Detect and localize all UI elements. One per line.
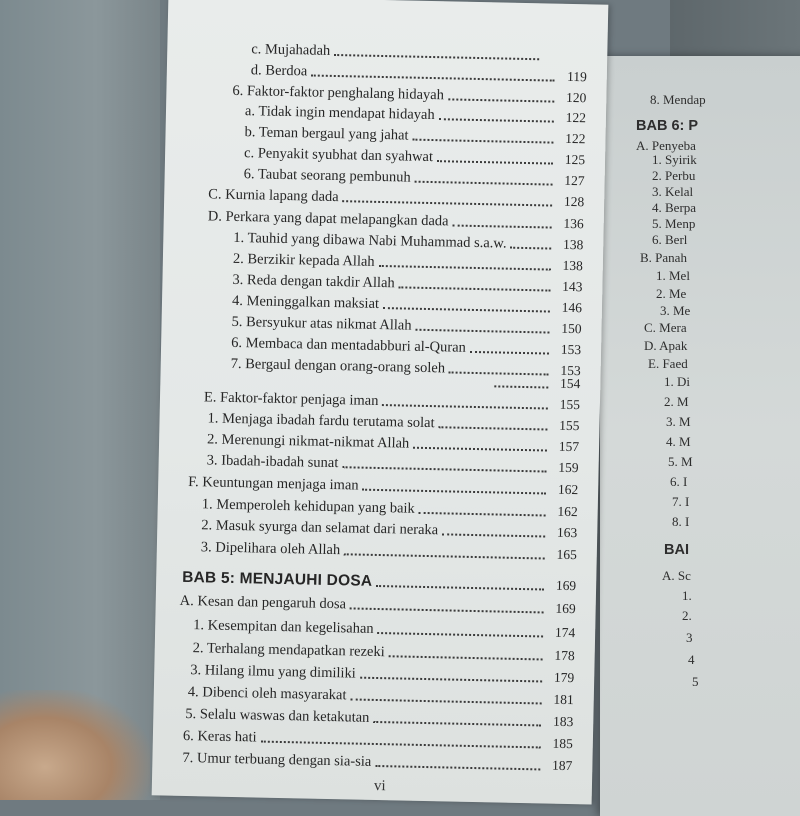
toc-entry-label: a. Tidak ingin mendapat hidayah <box>245 103 439 123</box>
toc-entry-label: 1. Kesempitan dan kegelisahan <box>193 617 378 637</box>
right-page-line: 1. Syirik <box>652 152 697 168</box>
leader-dots <box>343 200 553 206</box>
toc-entry-page: 120 <box>554 90 586 107</box>
leader-dots <box>360 677 542 683</box>
leader-dots <box>448 98 555 102</box>
leader-dots <box>389 655 543 660</box>
toc-entry-label: C. Kurnia lapang dada <box>208 186 343 205</box>
toc-entry-label: 3. Ibadah-ibadah sunat <box>207 452 343 471</box>
leader-dots <box>439 426 548 430</box>
right-page-line: 8. Mendap <box>650 92 706 108</box>
toc-entry-page: 159 <box>546 460 578 477</box>
background-left <box>0 0 160 800</box>
toc-entry-page: 181 <box>542 691 574 708</box>
toc-entry-label: 1. Tauhid yang dibawa Nabi Muhammad s.a.w. <box>233 230 511 252</box>
toc-entry-page: 174 <box>543 624 575 641</box>
right-page-line: 3 <box>686 630 693 646</box>
leader-dots <box>350 607 544 613</box>
toc-entry-page: 162 <box>546 503 578 520</box>
toc-entry-page: 162 <box>546 482 578 499</box>
right-page-line: 1. Di <box>664 374 690 390</box>
right-page-line: 5 <box>692 674 699 690</box>
toc-entry-page: 146 <box>550 300 582 317</box>
leader-dots <box>342 466 546 472</box>
right-page-line: 6. I <box>670 474 687 490</box>
toc-entry-label: 1. Memperoleh kehidupan yang baik <box>202 496 419 517</box>
finger <box>0 690 150 800</box>
toc-entry-label: 3. Hilang ilmu yang dimiliki <box>190 662 360 682</box>
toc-entry-page: 153 <box>548 363 580 380</box>
right-page-line: B. Panah <box>640 250 687 266</box>
leader-dots <box>452 224 551 228</box>
right-page-line: 1. Mel <box>656 268 690 284</box>
right-page-line: 2. Me <box>656 286 686 302</box>
right-page-line: 5. M <box>668 454 693 470</box>
table-of-contents <box>152 0 609 805</box>
toc-entry-label: E. Faktor-faktor penjaga iman <box>204 389 383 409</box>
toc-entry-page: 165 <box>545 546 577 563</box>
leader-dots <box>373 721 541 727</box>
right-page-line: 1. <box>682 588 692 604</box>
leader-dots <box>413 447 547 452</box>
toc-entry-label: 2. Merenungi nikmat-nikmat Allah <box>207 431 413 451</box>
toc-entry-label: 6. Faktor-faktor penghalang hidayah <box>232 83 448 104</box>
right-page-line: E. Faed <box>648 356 688 372</box>
toc-entry-label: 2. Terhalang mendapatkan rezeki <box>193 640 389 660</box>
toc-entry-label: 2. Berzikir kepada Allah <box>233 251 379 270</box>
leader-dots <box>350 698 541 704</box>
right-page-line: 2. <box>682 608 692 624</box>
leader-dots <box>399 286 551 291</box>
leader-dots <box>412 139 553 144</box>
right-page <box>600 56 800 816</box>
toc-entry-page: 179 <box>542 669 574 686</box>
leader-dots <box>382 404 548 409</box>
right-page-line: D. Apak <box>644 338 687 354</box>
toc-entry-page: 163 <box>545 524 577 541</box>
toc-entry-page: 122 <box>554 110 586 127</box>
leader-dots <box>260 741 540 749</box>
toc-entry-label: 6. Keras hati <box>183 728 261 746</box>
toc-entry-page: 169 <box>544 600 576 617</box>
toc-entry-label: 6. Membaca dan mentadabburi al-Quran <box>231 335 470 356</box>
toc-entry-page: 157 <box>547 439 579 456</box>
right-page-line: A. Penyeba <box>636 138 696 154</box>
leader-dots <box>470 351 549 355</box>
toc-entry-page: 153 <box>549 342 581 359</box>
toc-entry-label: BAB 5: MENJAUHI DOSA <box>182 570 376 590</box>
toc-entry-label: d. Berdoa <box>251 62 312 79</box>
page-number: vi <box>374 778 386 795</box>
leader-dots <box>437 160 553 164</box>
toc-entry-label: c. Penyakit syubhat dan syahwat <box>244 145 437 165</box>
leader-dots <box>419 512 546 517</box>
right-page-line: BAI <box>664 542 689 558</box>
leader-dots <box>375 765 540 770</box>
toc-entry-label: 5. Selalu waswas dan ketakutan <box>185 706 373 726</box>
toc-entry-label: 3. Reda dengan takdir Allah <box>232 272 399 291</box>
right-page-line: BAB 6: P <box>636 118 698 134</box>
right-page-line: 8. I <box>672 514 689 530</box>
toc-entry-label: c. Mujahadah <box>251 41 334 59</box>
right-page-line: 4 <box>688 652 695 668</box>
right-page-line: A. Sc <box>662 568 691 584</box>
toc-entry-page: 138 <box>551 237 583 254</box>
toc-entry-page: 125 <box>553 152 585 169</box>
toc-entry-page: 143 <box>550 279 582 296</box>
leader-dots <box>379 265 551 271</box>
toc-entry-label: A. Kesan dan pengaruh dosa <box>180 593 351 613</box>
toc-entry-label: 3. Dipelihara oleh Allah <box>201 539 345 558</box>
leader-dots <box>377 632 543 637</box>
leader-dots <box>415 329 549 334</box>
right-page-line: 6. Berl <box>652 232 687 248</box>
toc-entry-page: 150 <box>549 321 581 338</box>
leader-dots <box>494 385 548 388</box>
toc-entry-page: 185 <box>541 735 573 752</box>
leader-dots <box>415 181 553 186</box>
toc-entry-label: 5. Bersyukur atas nikmat Allah <box>231 314 415 334</box>
toc-entry-label: 1. Menjaga ibadah fardu terutama solat <box>207 410 438 431</box>
toc-entry-label: 7. Bergaul dengan orang-orang soleh <box>231 356 450 377</box>
right-page-line: 2. Perbu <box>652 168 695 184</box>
toc-entry-page: 155 <box>547 418 579 435</box>
toc-entry-page: 187 <box>540 757 572 774</box>
toc-entry-page: 155 <box>548 397 580 414</box>
leader-dots <box>362 489 546 495</box>
toc-entry-page: 154 <box>548 376 580 393</box>
toc-entry-page: 127 <box>552 173 584 190</box>
toc-entry-page: 136 <box>552 216 584 233</box>
toc-entry-label: D. Perkara yang dapat melapangkan dada <box>208 208 453 229</box>
leader-dots <box>334 54 539 60</box>
left-page <box>152 0 609 805</box>
toc-entry-label: 4. Meninggalkan maksiat <box>232 293 383 312</box>
leader-dots <box>510 247 551 250</box>
leader-dots <box>376 585 544 591</box>
toc-entry-page: 128 <box>552 194 584 211</box>
leader-dots <box>383 307 550 312</box>
toc-entry-label: F. Keuntungan menjaga iman <box>188 474 363 494</box>
toc-entry-page: 183 <box>541 713 573 730</box>
right-page-line: 3. Me <box>660 303 690 319</box>
toc-entry-page: 138 <box>551 258 583 275</box>
leader-dots <box>344 553 545 559</box>
toc-entry-label: 7. Umur terbuang dengan sia-sia <box>182 750 375 770</box>
toc-entry-label: b. Teman bergaul yang jahat <box>244 124 412 144</box>
right-page-line: 3. Kelal <box>652 184 693 200</box>
right-page-line: 2. M <box>664 394 689 410</box>
right-page-line: 3. M <box>666 414 691 430</box>
right-page-line: 4. M <box>666 434 691 450</box>
toc-entry-page: 119 <box>555 69 587 86</box>
right-page-line: C. Mera <box>644 320 687 336</box>
toc-entry-label: 2. Masuk syurga dan selamat dari neraka <box>201 517 442 538</box>
right-page-line: 5. Menp <box>652 216 695 232</box>
right-page-line: 4. Berpa <box>652 200 696 216</box>
leader-dots <box>442 533 545 537</box>
toc-entry <box>490 370 580 392</box>
toc-entry-label: 6. Taubat seorang pembunuh <box>244 166 415 186</box>
toc-entry-label: 4. Dibenci oleh masyarakat <box>188 684 351 703</box>
toc-entry-page: 122 <box>553 131 585 148</box>
toc-entry-page: 169 <box>544 577 576 594</box>
leader-dots <box>439 118 554 122</box>
right-page-line: 7. I <box>672 494 689 510</box>
toc-entry <box>180 589 576 617</box>
toc-entry-page: 178 <box>543 647 575 664</box>
